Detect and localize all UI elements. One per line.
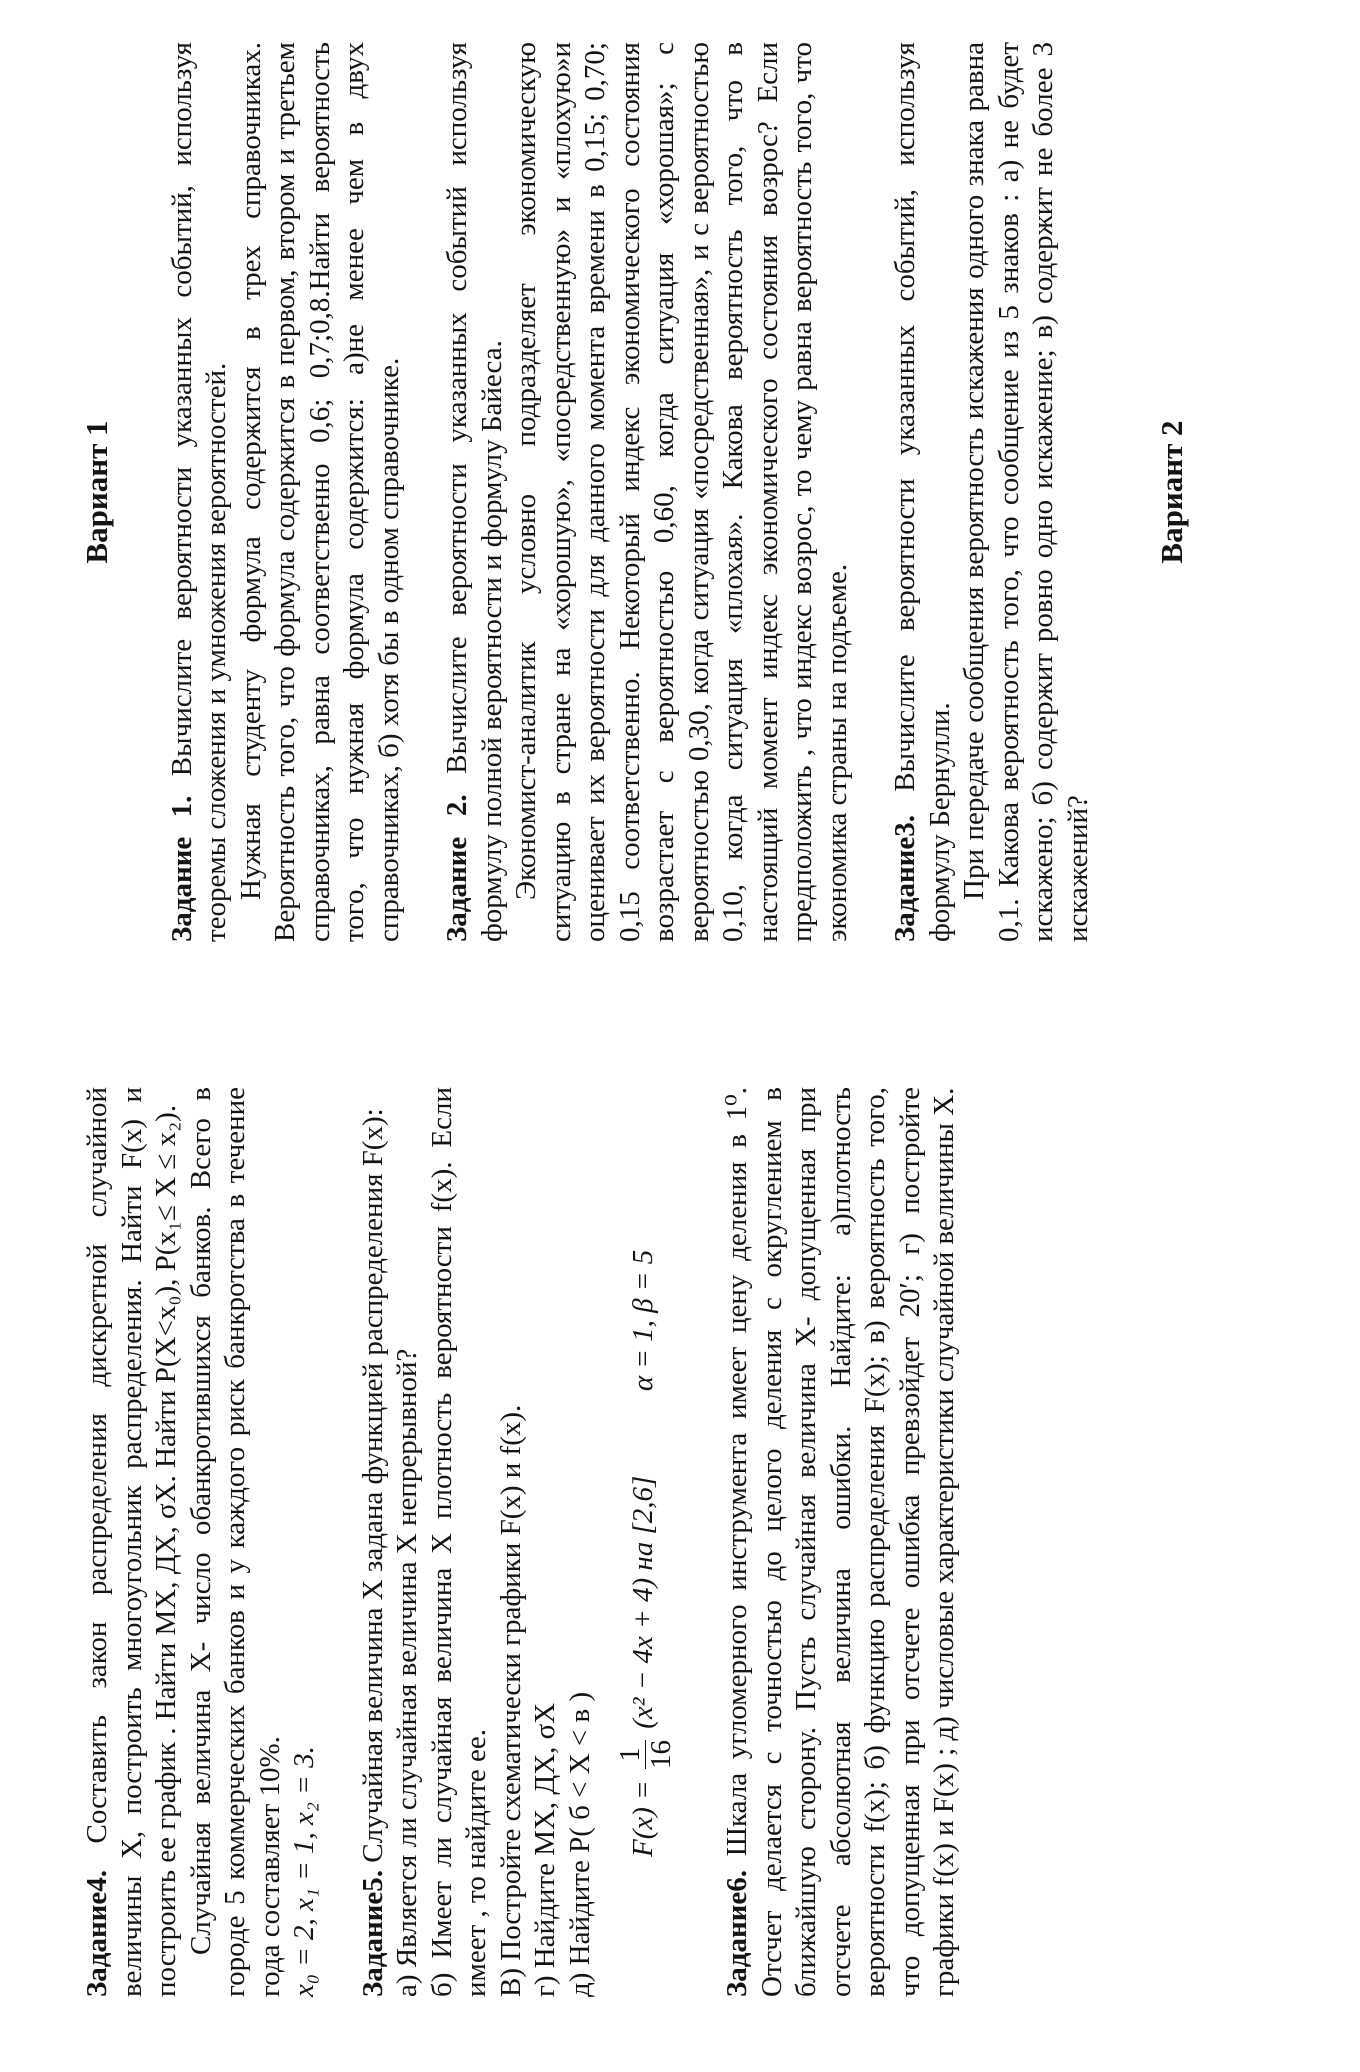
task2-paragraph bbox=[440, 42, 509, 942]
formula-denominator: 16 bbox=[645, 1740, 677, 1770]
task1-text: Вычислите вероятности указанных событий, используя теоремы сложения и умножения вероятностей. bbox=[165, 42, 232, 942]
formula-numerator: 1 bbox=[615, 1740, 646, 1769]
task2-body: Экономист-аналитик условно подразделяет экономическую ситуацию в стране на «хорошую», «посредственную» и «плохую»и оценивает их вероятности для данного момента времени в 0,15; 0,70; 0,15 соответственно. Некоторый индекс экономического состояния возрастает с вероятностью 0,60, когда ситуация «хорошая»; с вероятностью 0,30, когда ситуация «посредственная», и с вероятностью 0,10, когда ситуация «плохая». Какова вероятность того, что в настоящий момент индекс экономического состояния возрос? Если предположить , что индекс возрос, то чему равна вероятность того, что экономика страны на подъеме. bbox=[510, 42, 853, 942]
task1-title: Задание 1. bbox=[165, 795, 198, 942]
task3-title: Задание3. bbox=[889, 814, 921, 942]
task5-item-a: а) Является ли случайная величина X непрерывной? bbox=[391, 1348, 423, 1997]
task1-body: Нужная студенту формула содержится в трех справочниках. Вероятность того, что формула содержится в первом, втором и третьем справочниках, равна соответственно 0,6; 0,7;0,8.Найти вероятность того, что нужная формула содержится: а)не менее чем в двух справочниках, б) хотя бы в одном справочнике. bbox=[234, 42, 405, 942]
task3-text: Вычислите вероятности указанных событий, используя формулу Бернулли. bbox=[889, 42, 956, 942]
task4-values: x₀ = 2, x₁ = 1, x₂ = 3. bbox=[288, 1746, 320, 1997]
formula-alpha: α = 1, bbox=[627, 1320, 660, 1392]
variant1-heading: Вариант 1 bbox=[79, 420, 114, 564]
task5-item-c: В) Постройте схематически графики F(x) и f(x). bbox=[494, 1404, 527, 1997]
task6-text: Шкала угломерного инструмента имеет цену деления в 1⁰. Отсчет делается с точностью до целого деления с округлением в ближайшую сторону. Пусть случайная величина X- допущенная при отсчете абсолютная величина ошибки. Найдите: а)плотность вероятности f(x); б) функцию распределения F(x); в) вероятность того, что допущенная при отсчете ошибка превзойдет 20′; г) постройте графики f(x) и F(x) ; д) числовые характеристики случайной величины X. bbox=[721, 1086, 960, 1997]
task6-paragraph bbox=[720, 1087, 962, 1997]
task4-text: Составить закон распределения дискретной случайной величины X, построить многоугольник распределения. Найти F(x) и построить ее график . Найти MX, ДХ, σX. Найти P(X<x₀), P(x₁≤ X ≤ x₂). bbox=[81, 1086, 182, 1997]
task3-body: При передаче сообщения вероятность искажения одного знака равна 0,1. Какова вероятность того, что сообщение из 5 знаков : а) не будет искажено; б) содержит ровно одно искажение; в) содержит не более 3 искажений? bbox=[958, 42, 1094, 942]
task5-item-e: д) Найдите P( б < X < в ) bbox=[563, 1691, 596, 1997]
column-tasks-4-6 bbox=[80, 1087, 962, 1997]
task2-text: Вычислите вероятности указанных событий используя формулу полной вероятности и формулу Байеса. bbox=[441, 41, 508, 942]
task4-title: Задание4. bbox=[81, 1869, 113, 1997]
task5-item-d: г) Найдите MX, ДХ, σX bbox=[529, 1702, 561, 1997]
formula-fraction bbox=[615, 1740, 676, 1769]
task5-formula bbox=[615, 1087, 676, 1997]
task5-item-b: б) Имеет ли случайная величина X плотность вероятности f(x). Если имеет , то найдите ее. bbox=[425, 1087, 492, 1997]
formula-rhs: (x² − 4x + 4) на [2,6] bbox=[627, 1475, 660, 1729]
formula-beta: β = 5 bbox=[627, 1249, 660, 1313]
task5-paragraph bbox=[356, 1087, 391, 1997]
task4-body: Случайная величина X- число обанкротившихся банков. Всего в городе 5 коммерческих банков и у каждого риск банкротства в течение года составляет 10%. bbox=[184, 1087, 286, 1997]
task6-title: Задание6. bbox=[721, 1869, 753, 1997]
task2-title: Задание 2. bbox=[441, 794, 473, 942]
task3-paragraph bbox=[888, 42, 957, 942]
formula-lhs: F(x) = bbox=[627, 1780, 660, 1857]
task5-text: Случайная величина X задана функцией распределения F(x): bbox=[356, 1108, 389, 1863]
column-variant-1 bbox=[80, 42, 1190, 942]
variant2-heading: Вариант 2 bbox=[1154, 420, 1189, 564]
task5-title: Задание5. bbox=[356, 1869, 389, 1997]
task4-paragraph bbox=[80, 1087, 184, 1997]
task1-paragraph bbox=[165, 42, 234, 942]
